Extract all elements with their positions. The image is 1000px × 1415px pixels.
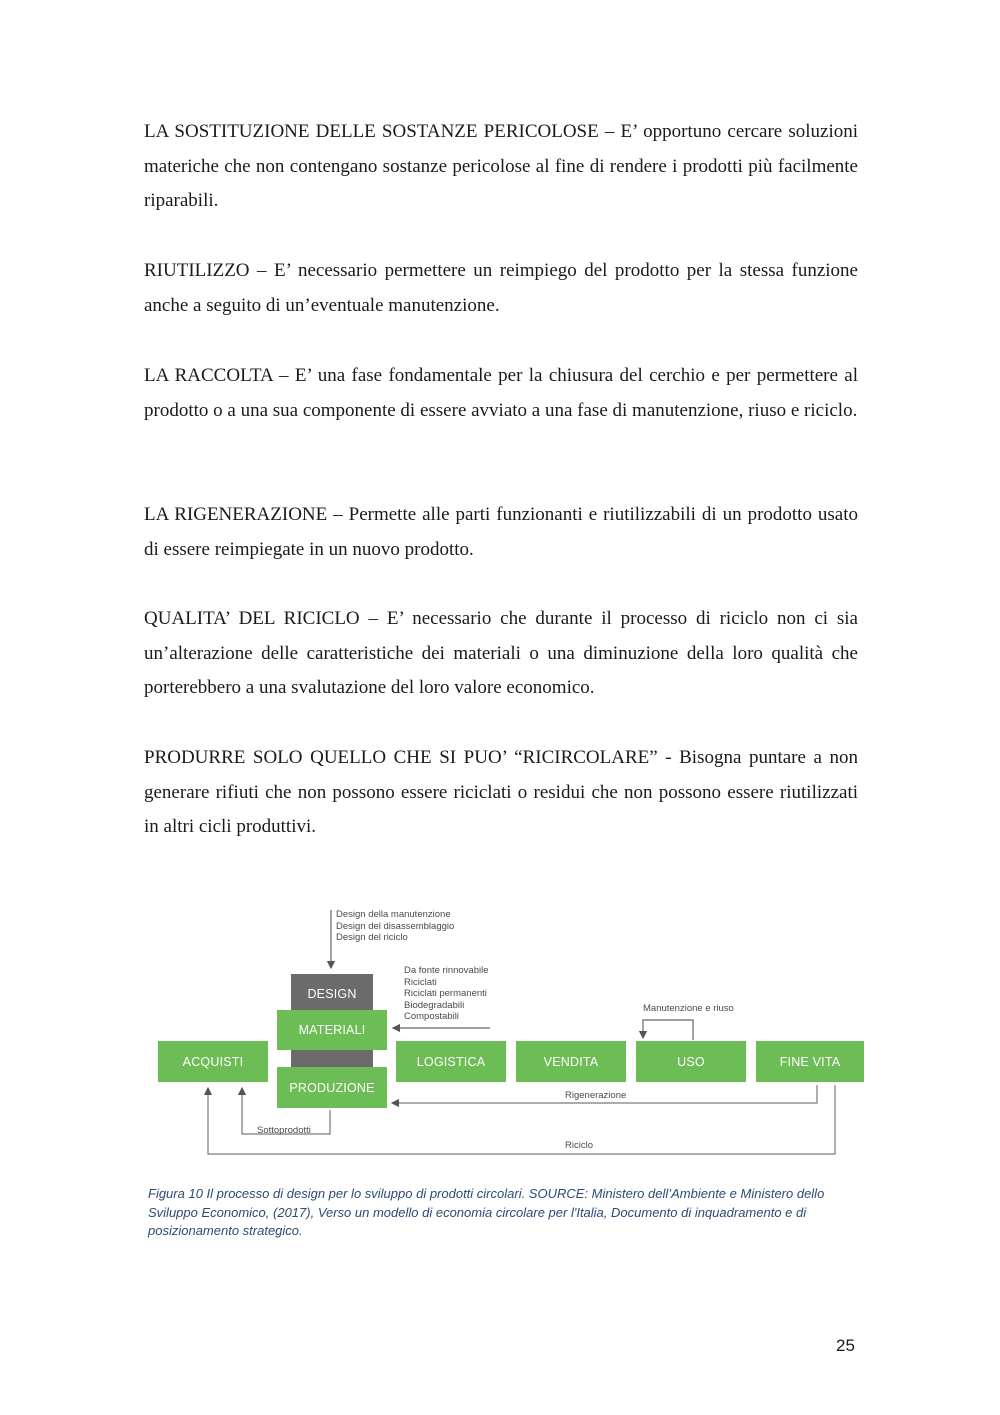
material-note: Da fonte rinnovabile <box>404 965 489 976</box>
design-note: Design della manutenzione <box>336 909 451 920</box>
material-notes <box>404 965 489 1023</box>
design-notes <box>336 909 454 944</box>
materiali-box: MATERIALI <box>277 1010 387 1050</box>
riciclo-label: Riciclo <box>565 1140 593 1151</box>
produzione-box: PRODUZIONE <box>277 1067 387 1108</box>
material-note: Riciclati permanenti <box>404 988 487 1000</box>
fine-vita-box: FINE VITA <box>756 1041 864 1082</box>
logistica-box: LOGISTICA <box>396 1041 506 1082</box>
paragraph-rigenerazione: LA RIGENERAZIONE – Permette alle parti funzionanti e riutilizzabili di un prodotto usato di essere reimpiegate in un nuovo prodotto. <box>144 504 858 560</box>
design-note: Design del disassemblaggio <box>336 920 455 932</box>
manutenzione-label: Manutenzione e riuso <box>643 1003 734 1014</box>
material-note: Biodegradabili <box>404 999 465 1011</box>
material-note: Riciclati <box>404 976 437 988</box>
material-note: Compostabili <box>404 1011 459 1023</box>
sottoprodotti-label: Sottoprodotti <box>257 1125 311 1136</box>
paragraph-produrre-ricircolare: PRODURRE SOLO QUELLO CHE SI PUO’ “RICIRCOLARE” - Bisogna puntare a non generare rifiuti che non possono essere riciclati o residui che non possono essere riutilizzati in altri cicli produttivi. <box>144 747 858 838</box>
acquisti-box: ACQUISTI <box>158 1041 268 1082</box>
uso-box: USO <box>636 1041 746 1082</box>
vendita-box: VENDITA <box>516 1041 626 1082</box>
rigenerazione-label: Rigenerazione <box>565 1090 627 1101</box>
paragraph-raccolta: LA RACCOLTA – E’ una fase fondamentale per la chiusura del cerchio e per permettere al prodotto o a una sua componente di essere avviato a una fase di manutenzione, riuso e riciclo. <box>144 365 858 421</box>
paragraph-qualita-riciclo: QUALITA’ DEL RICICLO – E’ necessario che durante il processo di riciclo non ci sia un’alterazione delle caratteristiche dei materiali o una diminuzione della loro qualità che porterebbero a una svalutazione del loro valore economico. <box>144 608 858 699</box>
circular-design-diagram <box>150 900 870 1170</box>
paragraph-riutilizzo: RIUTILIZZO – E’ necessario permettere un reimpiego del prodotto per la stessa funzione anche a seguito di un’eventuale manutenzione. <box>144 260 858 316</box>
figure-caption: Figura 10 Il processo di design per lo sviluppo di prodotti circolari. SOURCE: Ministero dell’Ambiente e Ministero dello Sviluppo Economico, (2017), Verso un modello di economia circolare per l'Italia, Documento di inquadramento e di posizionamento strategico. <box>148 1186 825 1238</box>
manutenzione-loop <box>643 1020 693 1040</box>
design-box: DESIGN <box>291 974 373 1106</box>
paragraph-sostituzione: LA SOSTITUZIONE DELLE SOSTANZE PERICOLOSE – E’ opportuno cercare soluzioni materiche che non contengano sostanze pericolose al fine di rendere i prodotti più facilmente riparabili. <box>144 121 858 212</box>
design-note: Design del riciclo <box>336 932 408 944</box>
page-number: 25 <box>836 1336 855 1355</box>
